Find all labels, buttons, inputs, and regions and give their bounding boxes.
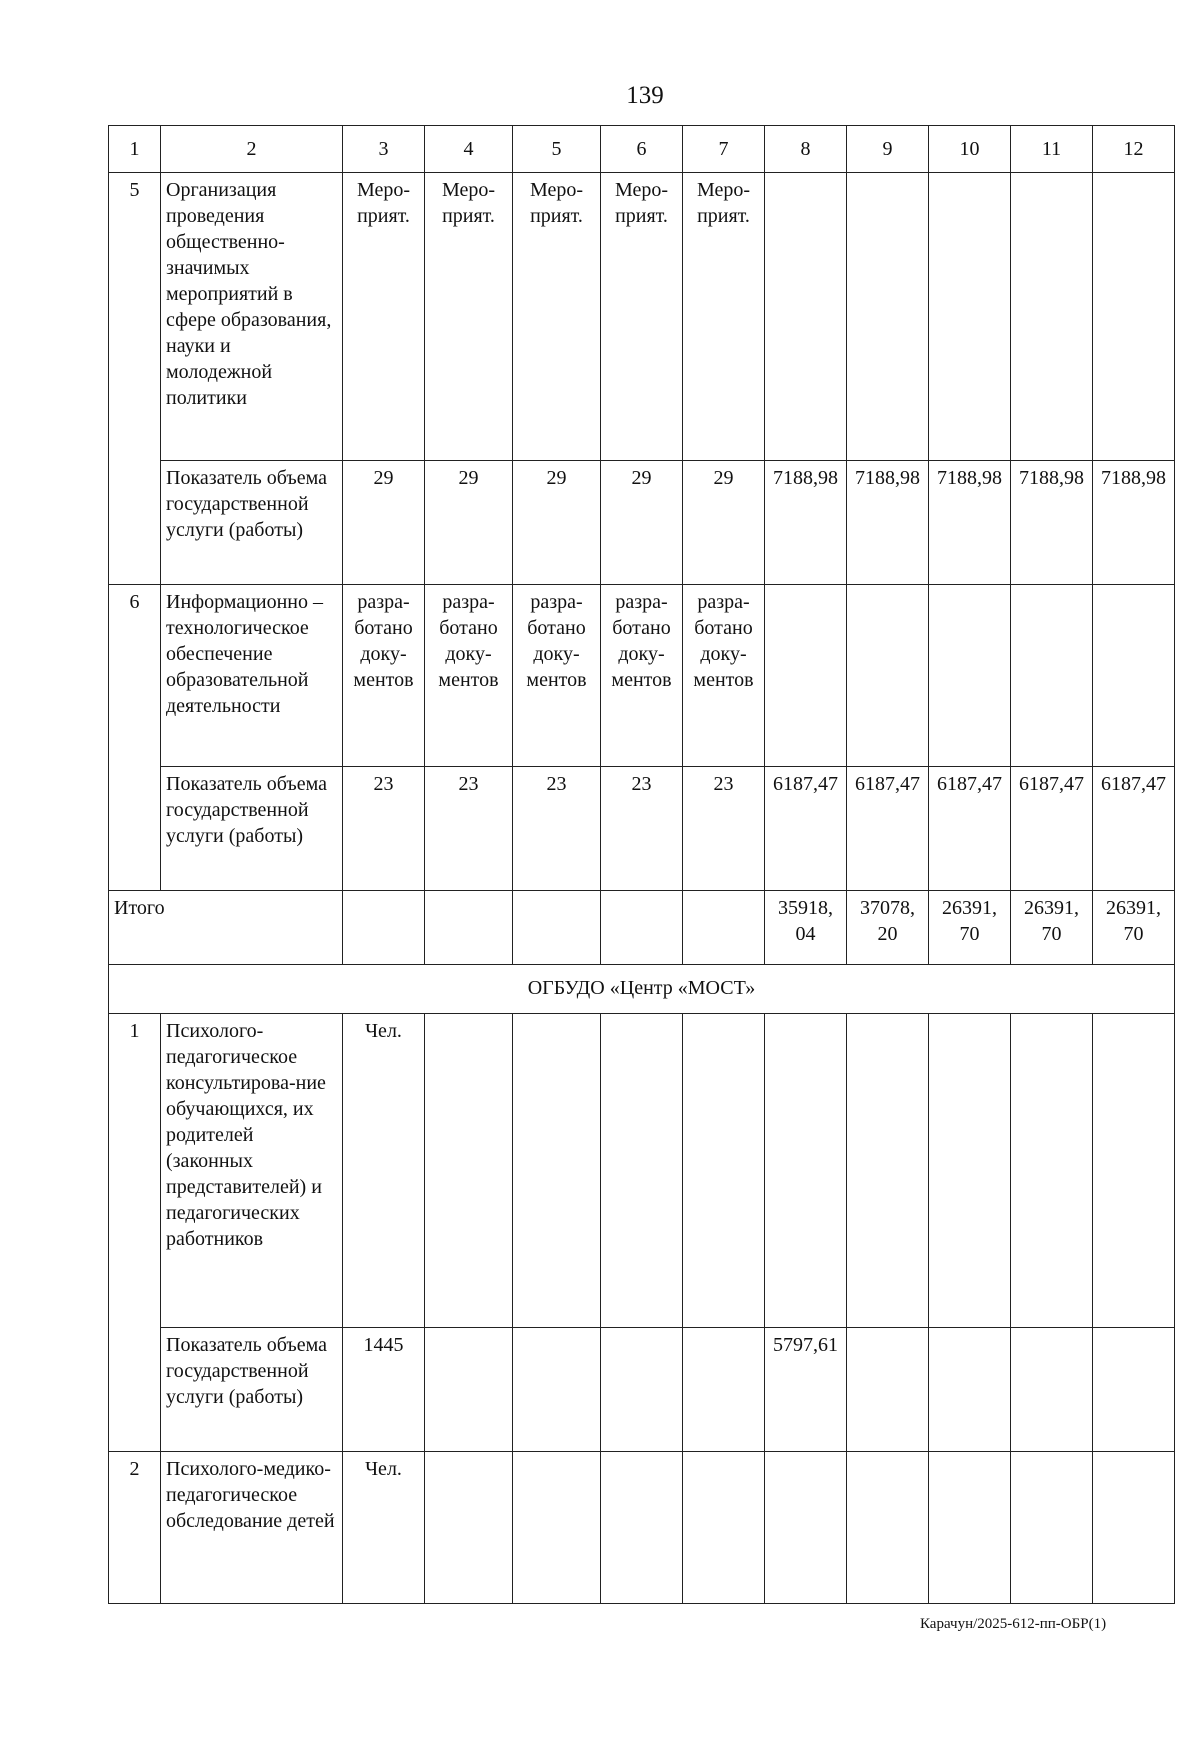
empty-cell [929, 1452, 1011, 1604]
indicator-value: 29 [425, 461, 513, 585]
empty-cell [929, 1014, 1011, 1328]
empty-cell [847, 173, 929, 461]
unit-cell: разра-ботано доку-ментов [425, 585, 513, 767]
empty-cell [847, 1014, 929, 1328]
header-cell: 10 [929, 126, 1011, 173]
section-row [109, 965, 1175, 1014]
empty-cell [601, 891, 683, 965]
finance-value: 6187,47 [1093, 767, 1175, 891]
empty-cell [929, 585, 1011, 767]
empty-cell [683, 1328, 765, 1452]
unit-cell: Меро-прият. [343, 173, 425, 461]
empty-cell [765, 1452, 847, 1604]
indicator-value: 23 [343, 767, 425, 891]
empty-cell [847, 585, 929, 767]
finance-value: 7188,98 [765, 461, 847, 585]
indicator-name: Показатель объема государственной услуги (работы) [161, 767, 343, 891]
indicator-value: 23 [683, 767, 765, 891]
empty-cell [929, 1328, 1011, 1452]
row-number: 6 [109, 585, 161, 891]
service-name: Психолого-педагогическое консультирова-ние обучающихся, их родителей (законных представителей) и педагогических работников [161, 1014, 343, 1328]
empty-cell [601, 1328, 683, 1452]
empty-cell [1093, 173, 1175, 461]
header-row [109, 126, 1175, 173]
unit-cell: Чел. [343, 1452, 425, 1604]
empty-cell [1011, 1014, 1093, 1328]
empty-cell [1093, 1452, 1175, 1604]
empty-cell [601, 1452, 683, 1604]
page-number: 139 [626, 82, 664, 109]
empty-cell [601, 1014, 683, 1328]
empty-cell [513, 1452, 601, 1604]
empty-cell [343, 891, 425, 965]
header-cell: 11 [1011, 126, 1093, 173]
header-cell: 6 [601, 126, 683, 173]
total-value: 26391, 70 [1093, 891, 1175, 965]
header-cell: 2 [161, 126, 343, 173]
table-row [109, 461, 1175, 585]
table-row [109, 1014, 1175, 1328]
empty-cell [683, 1014, 765, 1328]
empty-cell [513, 1014, 601, 1328]
indicator-value: 29 [601, 461, 683, 585]
empty-cell [425, 1452, 513, 1604]
unit-cell: Меро-прият. [683, 173, 765, 461]
finance-value: 5797,61 [765, 1328, 847, 1452]
empty-cell [1093, 585, 1175, 767]
unit-cell: разра-ботано доку-ментов [683, 585, 765, 767]
services-table [108, 125, 1175, 1604]
table-row [109, 585, 1175, 767]
total-value: 26391, 70 [929, 891, 1011, 965]
empty-cell [1093, 1328, 1175, 1452]
unit-cell: Меро-прият. [425, 173, 513, 461]
header-cell: 7 [683, 126, 765, 173]
total-value: 37078, 20 [847, 891, 929, 965]
empty-cell [847, 1328, 929, 1452]
finance-value: 6187,47 [1011, 767, 1093, 891]
header-cell: 1 [109, 126, 161, 173]
empty-cell [1011, 1328, 1093, 1452]
unit-cell: разра-ботано доку-ментов [513, 585, 601, 767]
section-title: ОГБУДО «Центр «МОСТ» [109, 965, 1175, 1014]
table-row [109, 173, 1175, 461]
empty-cell [765, 173, 847, 461]
empty-cell [683, 891, 765, 965]
indicator-value: 29 [683, 461, 765, 585]
header-cell: 5 [513, 126, 601, 173]
empty-cell [683, 1452, 765, 1604]
indicator-name: Показатель объема государственной услуги (работы) [161, 1328, 343, 1452]
total-value: 26391, 70 [1011, 891, 1093, 965]
empty-cell [929, 173, 1011, 461]
empty-cell [765, 1014, 847, 1328]
finance-value: 7188,98 [1093, 461, 1175, 585]
header-cell: 4 [425, 126, 513, 173]
finance-value: 7188,98 [1011, 461, 1093, 585]
finance-value: 7188,98 [929, 461, 1011, 585]
empty-cell [1011, 585, 1093, 767]
header-cell: 3 [343, 126, 425, 173]
indicator-value: 1445 [343, 1328, 425, 1452]
service-name: Информационно – технологическое обеспечение образовательной деятельности [161, 585, 343, 767]
row-number: 5 [109, 173, 161, 585]
header-cell: 12 [1093, 126, 1175, 173]
empty-cell [425, 891, 513, 965]
table-row [109, 767, 1175, 891]
table-row [109, 1328, 1175, 1452]
indicator-value: 29 [343, 461, 425, 585]
indicator-value: 23 [425, 767, 513, 891]
unit-cell: разра-ботано доку-ментов [601, 585, 683, 767]
indicator-value: 23 [601, 767, 683, 891]
indicator-value: 29 [513, 461, 601, 585]
indicator-value: 23 [513, 767, 601, 891]
row-number: 1 [109, 1014, 161, 1452]
document-reference: Карачун/2025-612-пп-ОБР(1) [920, 1616, 1107, 1632]
finance-value: 6187,47 [929, 767, 1011, 891]
header-cell: 9 [847, 126, 929, 173]
empty-cell [1011, 173, 1093, 461]
total-value: 35918, 04 [765, 891, 847, 965]
finance-value: 7188,98 [847, 461, 929, 585]
total-row [109, 891, 1175, 965]
empty-cell [425, 1328, 513, 1452]
service-name: Психолого-медико-педагогическое обследование детей [161, 1452, 343, 1604]
empty-cell [513, 891, 601, 965]
service-name: Организация проведения общественно-значимых мероприятий в сфере образования, науки и молодежной политики [161, 173, 343, 461]
empty-cell [847, 1452, 929, 1604]
empty-cell [1011, 1452, 1093, 1604]
header-cell: 8 [765, 126, 847, 173]
total-label: Итого [109, 891, 343, 965]
indicator-name: Показатель объема государственной услуги (работы) [161, 461, 343, 585]
unit-cell: разра-ботано доку-ментов [343, 585, 425, 767]
empty-cell [513, 1328, 601, 1452]
table-row [109, 1452, 1175, 1604]
unit-cell: Чел. [343, 1014, 425, 1328]
unit-cell: Меро-прият. [601, 173, 683, 461]
empty-cell [765, 585, 847, 767]
unit-cell: Меро-прият. [513, 173, 601, 461]
row-number: 2 [109, 1452, 161, 1604]
empty-cell [1093, 1014, 1175, 1328]
empty-cell [425, 1014, 513, 1328]
finance-value: 6187,47 [847, 767, 929, 891]
finance-value: 6187,47 [765, 767, 847, 891]
